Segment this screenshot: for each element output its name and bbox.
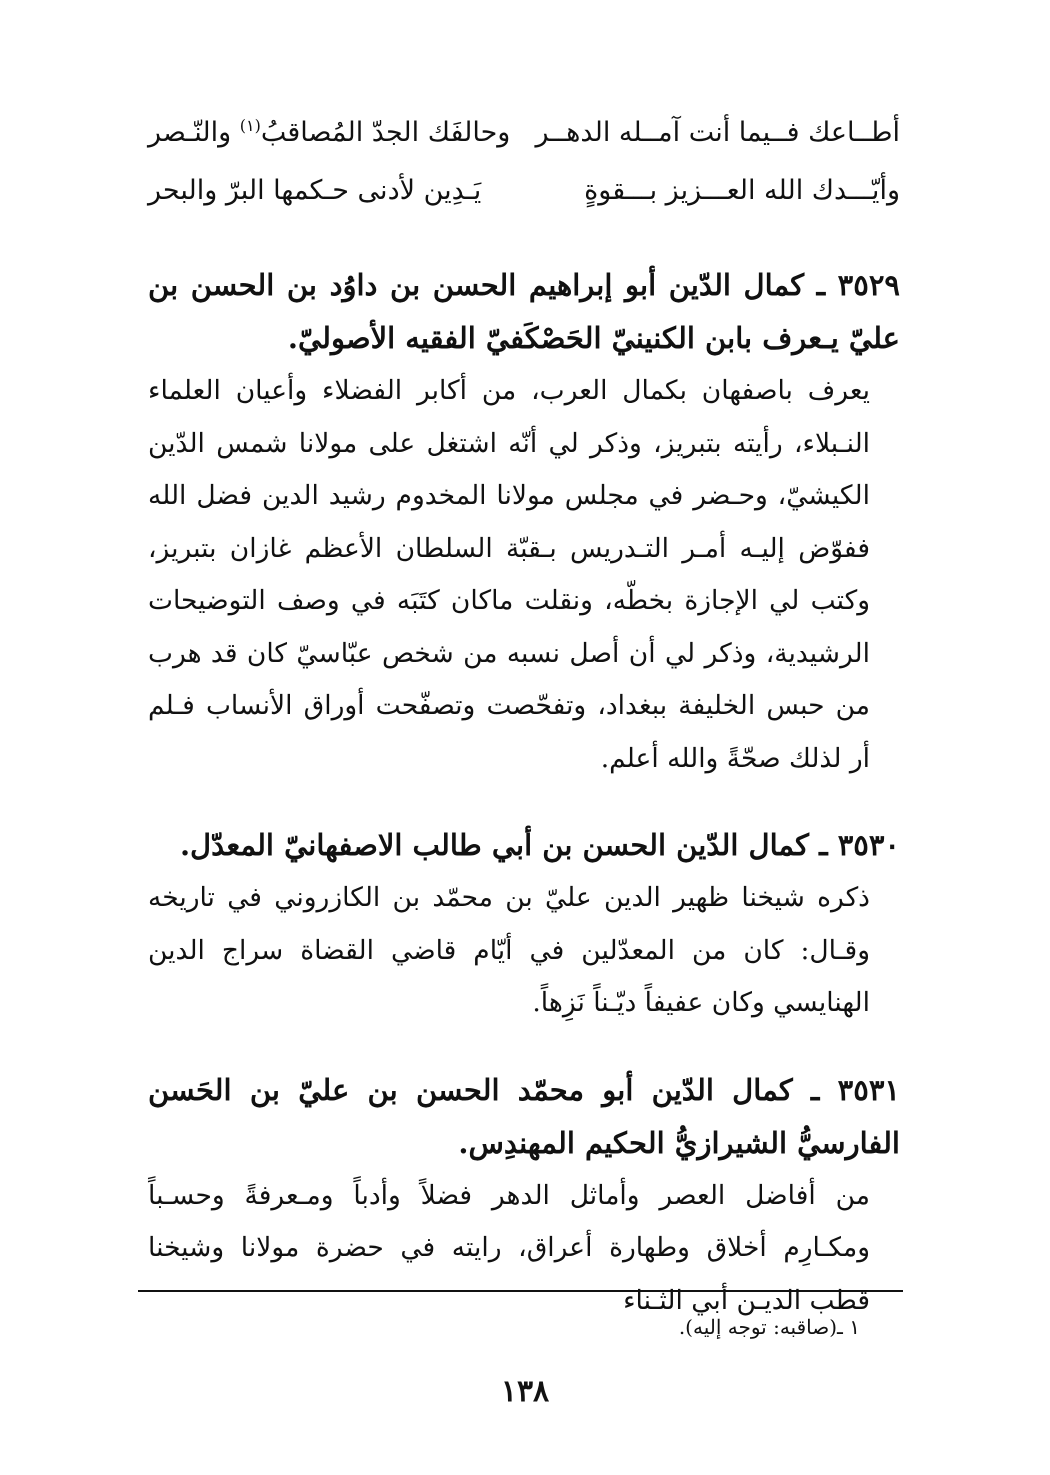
verse-line [148,163,900,219]
entry-number: ٣٥٣١ [837,1072,900,1107]
verse-hemistich-second [148,105,510,161]
footnote-reference[interactable]: (١) [239,116,261,135]
entry-body: من أفاضل العصر وأماثل الدهر فضلاً وأدباً ومـعرفةً وحسـباً ومكـارِم أخلاق وطهارة أعراق، رايته في حضرة مولانا وشيخنا قطب الديـن أبي الثـناء [148,1179,870,1316]
entry-heading [148,819,900,872]
entry-heading [148,259,900,365]
entry-body: ذكره شيخنا ظهير الدين عليّ بن محمّد بن الكازروني في تاريخه وقـال: كان من المعدّلين في أيّام قاضي القضاة سراج الدين الهنايسي وكان عفيفاً ديّـناً نَزِهاً. [148,882,870,1018]
entry-title: ـ كمال الدّين الحسن بن أبي طالب الاصفهانيّ المعدّل. [179,828,828,862]
biography-entry [148,819,900,1030]
entry-body: يعرف باصفهان بكمال العرب، من أكابر الفضلاء وأعيان العلماء النـبلاء، رأيته بتبريز، وذكر لي أنّه اشتغل على مولانا شمس الدّين الكيشيّ، وحـضر في مجلس مولانا المخدوم رشيد الدين فضل الله ففوّض إليـه أمـر التـدريس بـقبّة السلطان الأعظم غازان بتبريز، وكتب لي الإجازة بخطّه، ونقلت ماكان كتَبَه في وصف التوضيحات الرشيدية، وذكر لي أن أصل نسبه من شخص عبّاسيّ كان قد هرب من حبس الخليفة ببغداد، وتفحّصت وتصفّحت أوراق الأنساب فـلم أر لذلك صحّةً والله أعلم. [148,375,870,774]
entry-number: ٣٥٢٩ [837,268,900,302]
biography-entry [148,1064,900,1328]
footnote-divider [138,1290,903,1292]
verse-hemistich-first: وأيّـــدك الله العـــزيز بـــقوةٍ [584,175,900,206]
page-number: ١٣٨ [500,1374,550,1409]
verse-hemistich-second: يَـدِين لأدنى حـكمها البرّ والبحر [148,175,482,206]
biography-entry [148,259,900,785]
entry-heading [148,1064,900,1170]
verse-line [148,105,900,161]
page-content [148,105,900,1327]
entry-number: ٣٥٣٠ [837,828,900,862]
entry-title: ـ كمال الدّين أبو محمّد الحسن بن عليّ بن الحَسن الفارسيُّ الشيرازيُّ الحكيم المهندِس. [148,1072,900,1160]
footnote: ١ ـ(صاقبه: توجه إليه). [678,1315,860,1339]
verse-hemistich-first: أطــاعك فــيما أنت آمــله الدهــر [535,117,900,148]
verse-text: وحالفَك الجدّ المُصاقبُ [260,117,511,148]
verse-text: والنّـصر [148,117,240,148]
entry-title: ـ كمال الدّين أبو إبراهيم الحسن بن داوُد بن الحسن بن عليّ يـعرف بابن الكنينيّ الحَصْكَفيّ الفقيه الأصوليّ. [148,268,900,355]
